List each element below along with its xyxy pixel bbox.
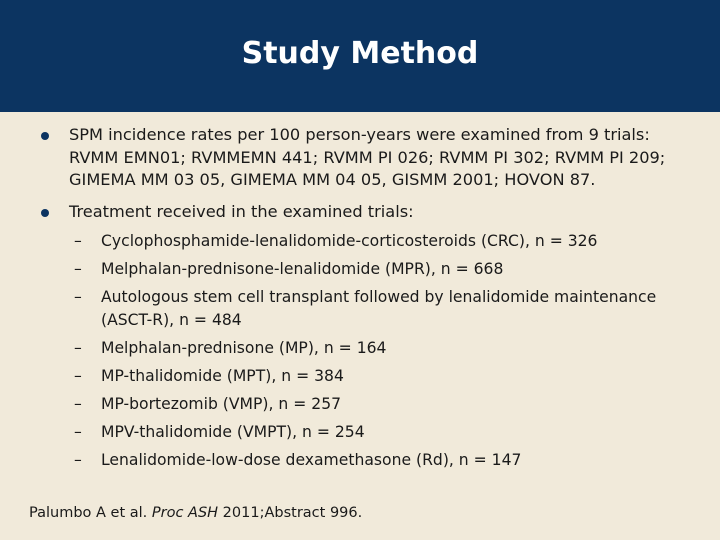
bullet-text: Treatment received in the examined trials:	[69, 201, 414, 221]
treatment-item	[0, 286, 720, 331]
bullet-treatments	[0, 201, 720, 224]
dash-icon: –	[74, 338, 82, 357]
dash-icon: –	[74, 260, 82, 278]
dash-icon: –	[74, 288, 82, 306]
dash-icon: –	[74, 450, 82, 469]
treatment-item	[0, 258, 720, 281]
treatment-list	[0, 230, 720, 471]
dash-icon: –	[74, 232, 82, 250]
bullet-spm-incidence	[0, 124, 720, 192]
citation-authors: Palumbo A et al.	[29, 505, 152, 521]
treatment-text: MP-thalidomide (MPT), n = 384	[101, 366, 344, 385]
treatment-text: Melphalan-prednisone-lenalidomide (MPR), n = 668	[101, 260, 504, 278]
treatment-text: Cyclophosphamide-lenalidomide-corticosteroids (CRC), n = 326	[101, 232, 598, 250]
treatment-text: Lenalidomide-low-dose dexamethasone (Rd), n = 147	[101, 450, 522, 469]
dash-icon: –	[74, 422, 82, 441]
bullet-dot-icon	[41, 209, 49, 217]
treatment-item	[0, 230, 720, 253]
dash-icon: –	[74, 394, 82, 413]
treatment-item	[0, 393, 720, 416]
treatment-text: MP-bortezomib (VMP), n = 257	[101, 394, 342, 413]
treatment-text: MPV-thalidomide (VMPT), n = 254	[101, 422, 365, 441]
treatment-text: Autologous stem cell transplant followed by lenalidomide maintenance (ASCT-R), n = 484	[101, 288, 657, 329]
title-bar	[0, 0, 720, 112]
treatment-item	[0, 449, 720, 472]
slide-title: Study Method	[241, 35, 479, 71]
slide-content	[0, 124, 720, 477]
treatment-item	[0, 337, 720, 360]
bullet-dot-icon	[41, 132, 49, 140]
treatment-item	[0, 365, 720, 388]
citation-journal: Proc ASH	[151, 505, 219, 521]
bullet-text: SPM incidence rates per 100 person-years were examined from 9 trials: RVMM EMN01; RVMMEMN 441; RVMM PI 026; RVMM PI 302; RVMM PI 209; GIMEMA MM 03 05, GIMEMA MM 04 05, GISMM 2001; HOVON 87.	[69, 125, 666, 189]
citation-rest: 2011;Abstract 996.	[218, 505, 363, 521]
citation	[29, 505, 362, 521]
treatment-item	[0, 421, 720, 444]
dash-icon: –	[74, 366, 82, 385]
treatment-text: Melphalan-prednisone (MP), n = 164	[101, 338, 387, 357]
